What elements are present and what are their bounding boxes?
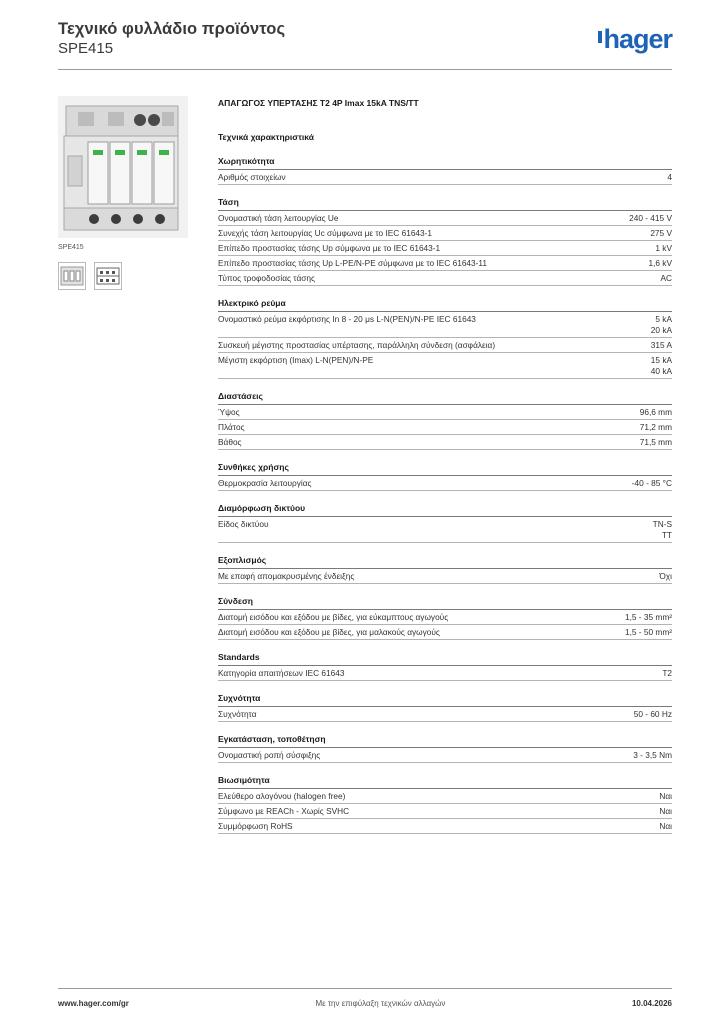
spec-label: Με επαφή απομακρυσμένης ένδειξης: [218, 571, 355, 581]
spec-section: [218, 774, 672, 834]
spec-row: [218, 170, 672, 185]
spec-section: [218, 692, 672, 722]
spec-value-line: 50 - 60 Hz: [633, 709, 672, 719]
spec-value: [651, 355, 672, 377]
spec-value-line: 315 A: [650, 340, 672, 350]
spec-value: [648, 258, 672, 269]
spec-value-line: 40 kA: [650, 366, 672, 376]
section-title: Διαμόρφωση δικτύου: [218, 502, 672, 517]
tech-characteristics-heading: Τεχνικά χαρακτηριστικά: [218, 132, 314, 142]
spec-section: [218, 297, 672, 379]
spec-label: Επίπεδο προστασίας τάσης Up L-PE/N-PE σύμφωνα με το IEC 61643-11: [218, 258, 488, 268]
spec-value: [625, 627, 672, 638]
product-code: SPE415: [58, 40, 114, 57]
spec-value: [629, 213, 672, 224]
spec-value: [633, 750, 672, 761]
spec-label: Συσκευή μέγιστης προστασίας υπέρτασης, παράλληλη σύνδεση (ασφάλεια): [218, 340, 496, 350]
spec-label: Κατηγορία απαιτήσεων IEC 61643: [218, 668, 345, 678]
footer-note: Με την επιφύλαξη τεχνικών αλλαγών: [315, 999, 446, 1008]
spec-value-line: 96,6 mm: [639, 407, 672, 417]
spec-label: Σύμφωνο με REACh - Χωρίς SVHC: [218, 806, 350, 816]
spec-value: [640, 437, 672, 448]
spec-label: Ονομαστική τάση λειτουργίας Ue: [218, 213, 339, 223]
spec-row: [218, 338, 672, 353]
spec-section: [218, 651, 672, 681]
product-title: ΑΠΑΓΩΓΟΣ ΥΠΕΡΤΑΣΗΣ T2 4P Imax 15kA TNS/TT: [218, 98, 419, 108]
spec-row: [218, 625, 672, 640]
spec-value: [632, 478, 672, 489]
product-image: [58, 96, 188, 238]
spec-section: [218, 461, 672, 491]
spec-row: [218, 435, 672, 450]
section-title: Σύνδεση: [218, 595, 672, 610]
spec-value: [667, 172, 672, 183]
spec-section: [218, 390, 672, 450]
spec-value-line: -40 - 85 °C: [631, 478, 672, 488]
hager-logo: [598, 22, 672, 56]
spec-value-line: 1 kV: [655, 243, 672, 253]
footer-date: 10.04.2026: [631, 999, 672, 1008]
spec-label: Ύψος: [218, 407, 240, 417]
spec-value-line: 3 - 3,5 Nm: [633, 750, 672, 760]
spec-value-line: 1,5 - 50 mm²: [624, 627, 672, 637]
spec-label: Επίπεδο προστασίας τάσης Up σύμφωνα με το IEC 61643-1: [218, 243, 441, 253]
spec-row: [218, 353, 672, 379]
spec-value: [662, 668, 672, 679]
spec-value-line: AC: [660, 273, 672, 283]
spec-label: Βάθος: [218, 437, 242, 447]
section-title: Εγκατάσταση, τοποθέτηση: [218, 733, 672, 748]
spec-label: Μέγιστη εκφόρτιση (Imax) L-N(PEN)/N-PE: [218, 355, 374, 365]
spec-label: Ελεύθερο αλογόνου (halogen free): [218, 791, 346, 801]
spec-row: [218, 666, 672, 681]
spec-value-line: 4: [667, 172, 672, 182]
image-caption: SPE415: [58, 244, 84, 251]
spec-row: [218, 420, 672, 435]
spec-value-line: 240 - 415 V: [629, 213, 672, 223]
spec-row: [218, 312, 672, 338]
spec-row: [218, 271, 672, 286]
spec-row: [218, 211, 672, 226]
section-title: Standards: [218, 651, 672, 666]
spec-value-line: TN-S: [652, 519, 672, 529]
spec-value: [625, 612, 672, 623]
document-title: Τεχνικό φυλλάδιο προϊόντος: [58, 20, 286, 38]
spec-section: [218, 733, 672, 763]
logo-mark: [598, 31, 602, 43]
spec-row: [218, 476, 672, 491]
spec-section: [218, 595, 672, 640]
spec-section: [218, 502, 672, 543]
spec-value-line: 15 kA: [650, 355, 672, 365]
spec-row: [218, 789, 672, 804]
spec-value: [655, 243, 672, 254]
spec-row: [218, 748, 672, 763]
spec-label: Αριθμός στοιχείων: [218, 172, 286, 182]
spec-label: Ονομαστική ροπή σύσφιξης: [218, 750, 321, 760]
spec-row: [218, 819, 672, 834]
spec-value: [651, 340, 672, 351]
spec-value: [653, 519, 672, 541]
section-title: Χωρητικότητα: [218, 155, 672, 170]
spec-value: [634, 709, 672, 720]
spec-row: [218, 804, 672, 819]
spec-label: Ονομαστικό ρεύμα εκφόρτισης In 8 - 20 μs L-N(PEN)/N-PE IEC 61643: [218, 314, 476, 324]
spec-label: Διατομή εισόδου και εξόδου με βίδες, για μαλακούς αγωγούς: [218, 627, 440, 637]
spec-value-line: T2: [662, 668, 672, 678]
spec-value-line: 1,6 kV: [648, 258, 672, 268]
spec-value-line: 20 kA: [650, 325, 672, 335]
spec-sections: [218, 155, 672, 834]
spec-row: [218, 517, 672, 543]
spec-label: Συνεχής τάση λειτουργίας Uc σύμφωνα με το IEC 61643-1: [218, 228, 433, 238]
section-title: Εξοπλισμός: [218, 554, 672, 569]
section-title: Διαστάσεις: [218, 390, 672, 405]
thumbnail-dimensions[interactable]: [94, 262, 122, 290]
page-footer: [58, 988, 672, 1008]
section-title: Τάση: [218, 196, 672, 211]
spec-value-line: 71,5 mm: [639, 437, 672, 447]
image-thumbnails: [58, 262, 122, 290]
spec-label: Είδος δικτύου: [218, 519, 269, 529]
footer-url[interactable]: www.hager.com/gr: [58, 999, 129, 1008]
section-title: Ηλεκτρικό ρεύμα: [218, 297, 672, 312]
spec-value-line: 1,5 - 35 mm²: [624, 612, 672, 622]
spec-value-line: 71,2 mm: [639, 422, 672, 432]
spec-section: [218, 554, 672, 584]
spec-label: Διατομή εισόδου και εξόδου με βίδες, για εύκαμπτους αγωγούς: [218, 612, 449, 622]
spec-value-line: Ναι: [659, 806, 672, 816]
page-header: [58, 18, 672, 70]
thumbnail-front[interactable]: [58, 262, 86, 290]
section-title: Βιωσιμότητα: [218, 774, 672, 789]
spec-row: [218, 610, 672, 625]
spec-label: Πλάτος: [218, 422, 245, 432]
spec-row: [218, 241, 672, 256]
spec-value: [651, 314, 672, 336]
spec-row: [218, 405, 672, 420]
spec-value: [660, 273, 672, 284]
spec-value: [659, 806, 672, 817]
spec-row: [218, 226, 672, 241]
logo-text: hager: [603, 23, 672, 54]
spec-value-line: Ναι: [659, 821, 672, 831]
spec-value-line: 275 V: [650, 228, 672, 238]
spec-value-line: Ναι: [659, 791, 672, 801]
spec-value: [650, 228, 672, 239]
spec-row: [218, 256, 672, 271]
spec-value: [640, 422, 672, 433]
spec-value-line: TT: [661, 530, 672, 540]
spec-label: Συμμόρφωση RoHS: [218, 821, 293, 831]
spec-value-line: 5 kA: [655, 314, 672, 324]
spec-value-line: Όχι: [659, 571, 672, 581]
spec-value: [659, 791, 672, 802]
spec-value: [659, 821, 672, 832]
spec-value: [659, 571, 672, 582]
section-title: Συνθήκες χρήσης: [218, 461, 672, 476]
spec-row: [218, 707, 672, 722]
spec-section: [218, 196, 672, 286]
spec-row: [218, 569, 672, 584]
section-title: Συχνότητα: [218, 692, 672, 707]
spec-section: [218, 155, 672, 185]
spec-content: [218, 96, 672, 834]
spec-label: Θερμοκρασία λειτουργίας: [218, 478, 312, 488]
spec-label: Συχνότητα: [218, 709, 257, 719]
spec-value: [640, 407, 672, 418]
spec-label: Τύπος τροφοδοσίας τάσης: [218, 273, 316, 283]
